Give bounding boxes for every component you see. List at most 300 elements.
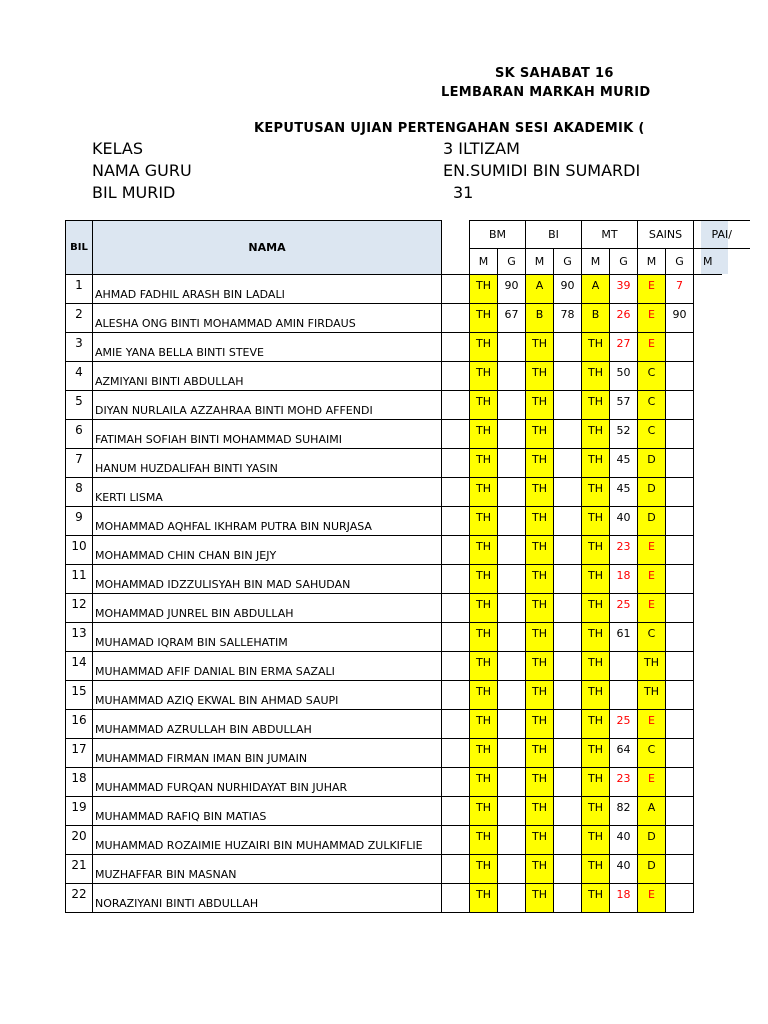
grade-cell: TH: [582, 333, 610, 362]
mark-cell: [554, 768, 582, 797]
student-name: MUHAMMAD AZIQ EKWAL BIN AHMAD SAUPI: [93, 681, 442, 710]
mark-cell: [554, 362, 582, 391]
sub-header-g: G: [498, 249, 526, 275]
row-number: 3: [66, 333, 93, 362]
student-name: MUHAMMAD ROZAIMIE HUZAIRI BIN MUHAMMAD ZULKIFLIE: [93, 826, 442, 855]
mark-cell: [554, 449, 582, 478]
grade-cell: TH: [582, 478, 610, 507]
grade-cell: TH: [526, 478, 554, 507]
empty-cell: [722, 275, 750, 304]
grade-cell: A: [582, 275, 610, 304]
grade-cell: C: [638, 362, 666, 391]
mark-cell: 45: [610, 449, 638, 478]
mark-cell: [610, 652, 638, 681]
mark-cell: [554, 536, 582, 565]
empty-cell: [694, 304, 722, 333]
row-number: 19: [66, 797, 93, 826]
grade-cell: TH: [470, 797, 498, 826]
table-row: [66, 768, 750, 797]
mark-cell: 90: [554, 275, 582, 304]
mark-cell: [666, 420, 694, 449]
student-name: MOHAMMAD CHIN CHAN BIN JEJY: [93, 536, 442, 565]
empty-cell: [722, 565, 750, 594]
grade-cell: D: [638, 855, 666, 884]
mark-cell: 50: [610, 362, 638, 391]
mark-cell: 23: [610, 536, 638, 565]
gap-cell: [442, 855, 470, 884]
sub-header-m: M: [470, 249, 498, 275]
mark-cell: [498, 768, 526, 797]
grade-cell: TH: [470, 623, 498, 652]
empty-cell: [694, 739, 722, 768]
table-row: [66, 333, 750, 362]
student-name: ALESHA ONG BINTI MOHAMMAD AMIN FIRDAUS: [93, 304, 442, 333]
grade-cell: TH: [470, 768, 498, 797]
grade-cell: TH: [470, 507, 498, 536]
grade-cell: E: [638, 536, 666, 565]
grade-cell: TH: [582, 855, 610, 884]
student-name: MUHAMAD IQRAM BIN SALLEHATIM: [93, 623, 442, 652]
grade-cell: D: [638, 449, 666, 478]
grade-cell: TH: [526, 449, 554, 478]
student-name: MUZHAFFAR BIN MASNAN: [93, 855, 442, 884]
grade-cell: TH: [470, 449, 498, 478]
mark-cell: [666, 768, 694, 797]
mark-cell: 67: [498, 304, 526, 333]
grade-cell: TH: [470, 391, 498, 420]
row-number: 15: [66, 681, 93, 710]
empty-cell: [722, 768, 750, 797]
mark-cell: [554, 420, 582, 449]
grade-cell: E: [638, 565, 666, 594]
bil-murid-value: 31: [453, 183, 474, 202]
grade-cell: TH: [526, 884, 554, 913]
grade-cell: TH: [470, 362, 498, 391]
row-number: 17: [66, 739, 93, 768]
mark-cell: [666, 333, 694, 362]
exam-title: KEPUTUSAN UJIAN PERTENGAHAN SESI AKADEMIK (: [254, 121, 645, 136]
grade-cell: TH: [638, 681, 666, 710]
mark-cell: 78: [554, 304, 582, 333]
empty-cell: [694, 623, 722, 652]
sub-header-m: M: [582, 249, 610, 275]
mark-cell: 52: [610, 420, 638, 449]
grade-cell: TH: [470, 565, 498, 594]
empty-cell: [694, 594, 722, 623]
marks-table: [65, 220, 750, 913]
row-number: 7: [66, 449, 93, 478]
mark-cell: 40: [610, 507, 638, 536]
table-row: [66, 275, 750, 304]
mark-cell: [554, 681, 582, 710]
mark-cell: 90: [666, 304, 694, 333]
table-row: [66, 652, 750, 681]
grade-cell: TH: [526, 362, 554, 391]
gap-cell: [442, 507, 470, 536]
mark-cell: [554, 797, 582, 826]
subject-mt-header: MT: [582, 221, 638, 249]
table-row: [66, 710, 750, 739]
gap-cell: [442, 768, 470, 797]
gap-cell: [442, 221, 470, 249]
mark-cell: [554, 623, 582, 652]
grade-cell: TH: [582, 420, 610, 449]
mark-cell: [666, 623, 694, 652]
grade-cell: TH: [582, 768, 610, 797]
grade-cell: TH: [526, 333, 554, 362]
grade-cell: TH: [470, 420, 498, 449]
sub-header-m: M: [638, 249, 666, 275]
gap-cell: [442, 362, 470, 391]
empty-cell: [722, 362, 750, 391]
grade-cell: TH: [638, 652, 666, 681]
mark-cell: [498, 739, 526, 768]
mark-cell: 40: [610, 826, 638, 855]
gap-cell: [442, 652, 470, 681]
grade-cell: TH: [526, 536, 554, 565]
row-number: 22: [66, 884, 93, 913]
table-row: [66, 362, 750, 391]
mark-cell: [666, 884, 694, 913]
mark-cell: [498, 681, 526, 710]
student-name: AMIE YANA BELLA BINTI STEVE: [93, 333, 442, 362]
subject-pai-header: PAI/: [694, 221, 750, 249]
mark-cell: [666, 565, 694, 594]
gap-cell: [442, 478, 470, 507]
student-name: AZMIYANI BINTI ABDULLAH: [93, 362, 442, 391]
empty-cell: [694, 478, 722, 507]
mark-cell: [554, 507, 582, 536]
empty-cell: [694, 710, 722, 739]
grade-cell: TH: [582, 594, 610, 623]
grade-cell: E: [638, 594, 666, 623]
empty-cell: [722, 739, 750, 768]
empty-cell: [722, 333, 750, 362]
grade-cell: E: [638, 304, 666, 333]
row-number: 10: [66, 536, 93, 565]
grade-cell: E: [638, 710, 666, 739]
table-row: [66, 478, 750, 507]
mark-cell: [498, 594, 526, 623]
grade-cell: E: [638, 333, 666, 362]
grade-cell: TH: [582, 739, 610, 768]
mark-cell: [554, 391, 582, 420]
mark-cell: 18: [610, 565, 638, 594]
school-name: SK SAHABAT 16: [495, 66, 614, 81]
mark-cell: 39: [610, 275, 638, 304]
mark-cell: [554, 710, 582, 739]
mark-cell: 82: [610, 797, 638, 826]
grade-cell: TH: [470, 855, 498, 884]
grade-cell: TH: [526, 797, 554, 826]
student-name: MUHAMMAD FURQAN NURHIDAYAT BIN JUHAR: [93, 768, 442, 797]
student-name: MUHAMMAD AFIF DANIAL BIN ERMA SAZALI: [93, 652, 442, 681]
empty-cell: [722, 536, 750, 565]
grade-cell: TH: [470, 536, 498, 565]
student-name: HANUM HUZDALIFAH BINTI YASIN: [93, 449, 442, 478]
grade-cell: TH: [470, 739, 498, 768]
grade-cell: TH: [526, 681, 554, 710]
mark-cell: 64: [610, 739, 638, 768]
grade-cell: TH: [470, 826, 498, 855]
subject-bi-header: BI: [526, 221, 582, 249]
empty-cell: [694, 855, 722, 884]
mark-cell: [498, 449, 526, 478]
empty-cell: [694, 333, 722, 362]
row-number: 6: [66, 420, 93, 449]
col-nama-header: NAMA: [93, 221, 442, 275]
row-number: 13: [66, 623, 93, 652]
mark-cell: [498, 884, 526, 913]
grade-cell: A: [526, 275, 554, 304]
grade-cell: TH: [470, 652, 498, 681]
empty-cell: [722, 391, 750, 420]
mark-cell: [554, 594, 582, 623]
grade-cell: TH: [582, 362, 610, 391]
row-number: 8: [66, 478, 93, 507]
grade-cell: C: [638, 391, 666, 420]
mark-cell: 40: [610, 855, 638, 884]
student-name: MOHAMMAD IDZZULISYAH BIN MAD SAHUDAN: [93, 565, 442, 594]
gap-cell: [442, 449, 470, 478]
student-name: AHMAD FADHIL ARASH BIN LADALI: [93, 275, 442, 304]
mark-cell: [554, 739, 582, 768]
empty-cell: [722, 710, 750, 739]
gap-cell: [442, 623, 470, 652]
mark-cell: 90: [498, 275, 526, 304]
grade-cell: TH: [582, 623, 610, 652]
grade-cell: TH: [582, 449, 610, 478]
grade-cell: TH: [470, 333, 498, 362]
student-name: MUHAMMAD AZRULLAH BIN ABDULLAH: [93, 710, 442, 739]
gap-cell: [442, 884, 470, 913]
empty-cell: [694, 797, 722, 826]
student-name: MOHAMMAD JUNREL BIN ABDULLAH: [93, 594, 442, 623]
row-number: 20: [66, 826, 93, 855]
kelas-label: KELAS: [92, 139, 143, 158]
mark-cell: [666, 855, 694, 884]
grade-cell: TH: [582, 391, 610, 420]
grade-cell: C: [638, 739, 666, 768]
grade-cell: TH: [526, 565, 554, 594]
table-row: [66, 391, 750, 420]
grade-cell: TH: [470, 478, 498, 507]
row-number: 4: [66, 362, 93, 391]
mark-cell: 25: [610, 710, 638, 739]
grade-cell: TH: [526, 623, 554, 652]
empty-cell: [722, 623, 750, 652]
grade-cell: TH: [526, 594, 554, 623]
sub-header-m: M: [694, 249, 722, 275]
mark-cell: 7: [666, 275, 694, 304]
grade-cell: C: [638, 623, 666, 652]
grade-cell: D: [638, 478, 666, 507]
empty-cell: [694, 826, 722, 855]
grade-cell: TH: [582, 826, 610, 855]
mark-cell: [498, 391, 526, 420]
table-row: [66, 797, 750, 826]
grade-cell: TH: [582, 681, 610, 710]
gap-cell: [442, 420, 470, 449]
grade-cell: D: [638, 507, 666, 536]
row-number: 9: [66, 507, 93, 536]
mark-cell: [666, 652, 694, 681]
grade-cell: C: [638, 420, 666, 449]
table-row: [66, 826, 750, 855]
table-row: [66, 536, 750, 565]
mark-cell: [554, 652, 582, 681]
grade-cell: TH: [526, 507, 554, 536]
mark-cell: [666, 797, 694, 826]
grade-cell: A: [638, 797, 666, 826]
empty-cell: [694, 507, 722, 536]
grade-cell: TH: [526, 391, 554, 420]
bil-murid-label: BIL MURID: [92, 183, 176, 202]
sub-header-g: G: [554, 249, 582, 275]
mark-cell: 23: [610, 768, 638, 797]
mark-cell: [498, 710, 526, 739]
sheet-title: LEMBARAN MARKAH MURID: [441, 85, 651, 100]
mark-cell: [498, 420, 526, 449]
student-name: NORAZIYANI BINTI ABDULLAH: [93, 884, 442, 913]
grade-cell: B: [526, 304, 554, 333]
mark-cell: 57: [610, 391, 638, 420]
grade-cell: TH: [526, 826, 554, 855]
gap-cell: [442, 565, 470, 594]
grade-cell: TH: [526, 420, 554, 449]
empty-cell: [722, 797, 750, 826]
grade-cell: TH: [582, 536, 610, 565]
gap-cell: [442, 304, 470, 333]
mark-cell: 18: [610, 884, 638, 913]
mark-cell: [666, 449, 694, 478]
grade-cell: TH: [582, 710, 610, 739]
gap-cell: [442, 275, 470, 304]
mark-cell: [498, 855, 526, 884]
table-row: [66, 565, 750, 594]
grade-cell: TH: [470, 275, 498, 304]
empty-cell: [722, 507, 750, 536]
mark-cell: [554, 884, 582, 913]
grade-cell: TH: [470, 304, 498, 333]
grade-cell: TH: [470, 884, 498, 913]
table-row: [66, 623, 750, 652]
empty-cell: [722, 681, 750, 710]
grade-cell: TH: [582, 565, 610, 594]
row-number: 12: [66, 594, 93, 623]
mark-cell: [666, 710, 694, 739]
student-name: MUHAMMAD RAFIQ BIN MATIAS: [93, 797, 442, 826]
empty-cell: [722, 826, 750, 855]
row-number: 2: [66, 304, 93, 333]
col-bil-header: BIL: [66, 221, 93, 275]
mark-cell: [666, 826, 694, 855]
mark-cell: [666, 391, 694, 420]
mark-cell: [498, 333, 526, 362]
mark-cell: [666, 507, 694, 536]
empty-cell: [694, 391, 722, 420]
gap-cell: [442, 710, 470, 739]
mark-cell: [666, 739, 694, 768]
mark-cell: [498, 362, 526, 391]
row-number: 16: [66, 710, 93, 739]
mark-cell: [666, 594, 694, 623]
student-name: FATIMAH SOFIAH BINTI MOHAMMAD SUHAIMI: [93, 420, 442, 449]
row-number: 5: [66, 391, 93, 420]
empty-cell: [694, 449, 722, 478]
mark-cell: 61: [610, 623, 638, 652]
grade-cell: TH: [526, 768, 554, 797]
mark-cell: 27: [610, 333, 638, 362]
empty-cell: [694, 420, 722, 449]
mark-cell: [498, 507, 526, 536]
student-name: DIYAN NURLAILA AZZAHRAA BINTI MOHD AFFENDI: [93, 391, 442, 420]
empty-cell: [694, 652, 722, 681]
mark-cell: 25: [610, 594, 638, 623]
table-row: [66, 739, 750, 768]
grade-cell: B: [582, 304, 610, 333]
mark-cell: [666, 478, 694, 507]
empty-cell: [694, 681, 722, 710]
gap-cell: [442, 739, 470, 768]
mark-cell: [610, 681, 638, 710]
empty-cell: [722, 594, 750, 623]
mark-cell: [498, 826, 526, 855]
mark-cell: [498, 797, 526, 826]
guru-label: NAMA GURU: [92, 161, 192, 180]
empty-cell: [694, 362, 722, 391]
table-row: [66, 884, 750, 913]
sub-header-g: G: [610, 249, 638, 275]
table-row: [66, 449, 750, 478]
sub-header-m: M: [526, 249, 554, 275]
gap-cell: [442, 826, 470, 855]
empty-cell: [694, 275, 722, 304]
mark-cell: [498, 652, 526, 681]
grade-cell: TH: [470, 710, 498, 739]
empty-cell: [694, 768, 722, 797]
table-row: [66, 594, 750, 623]
gap-cell: [442, 249, 470, 275]
kelas-value: 3 ILTIZAM: [443, 139, 520, 158]
mark-cell: [498, 623, 526, 652]
row-number: 14: [66, 652, 93, 681]
sub-header-g: G: [666, 249, 694, 275]
gap-cell: [442, 536, 470, 565]
mark-cell: [498, 478, 526, 507]
mark-cell: [554, 565, 582, 594]
grade-cell: TH: [526, 652, 554, 681]
grade-cell: E: [638, 275, 666, 304]
empty-cell: [694, 884, 722, 913]
gap-cell: [442, 681, 470, 710]
row-number: 1: [66, 275, 93, 304]
mark-cell: 45: [610, 478, 638, 507]
grade-cell: TH: [526, 855, 554, 884]
gap-cell: [442, 797, 470, 826]
table-row: [66, 304, 750, 333]
grade-cell: E: [638, 884, 666, 913]
row-number: 11: [66, 565, 93, 594]
mark-cell: [554, 855, 582, 884]
mark-cell: [666, 536, 694, 565]
row-number: 21: [66, 855, 93, 884]
empty-cell: [722, 420, 750, 449]
table-row: [66, 420, 750, 449]
table-row: [66, 681, 750, 710]
student-name: MUHAMMAD FIRMAN IMAN BIN JUMAIN: [93, 739, 442, 768]
student-name: KERTI LISMA: [93, 478, 442, 507]
